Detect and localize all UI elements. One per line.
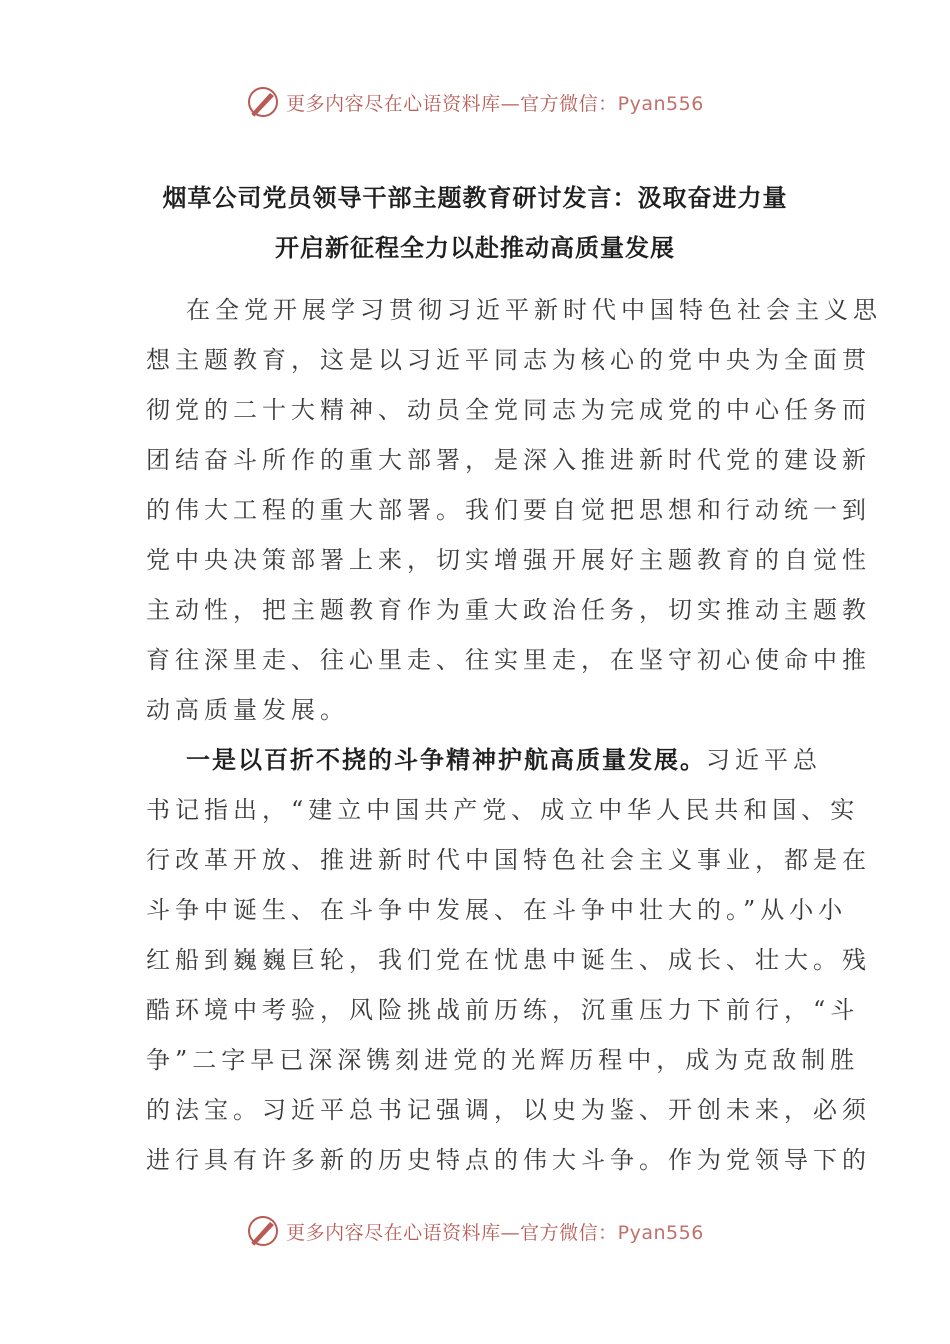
banner-text: 更多内容尽在心语资料库—官方微信：Pyan556 xyxy=(286,92,704,115)
paragraph2-line: 的法宝。习近平总书记强调，以史为鉴、开创未来，必须 xyxy=(146,1096,871,1124)
paragraph1-line: 在全党开展学习贯彻习近平新时代中国特色社会主义思 xyxy=(186,296,882,324)
paragraph1-line: 的伟大工程的重大部署。我们要自觉把思想和行动统一到 xyxy=(146,496,871,524)
paragraph2-line: 红船到巍巍巨轮，我们党在忧患中诞生、成长、壮大。残 xyxy=(146,946,871,974)
paragraph1-line: 彻党的二十大精神、动员全党同志为完成党的中心任务而 xyxy=(146,396,871,424)
paragraph2-line: 进行具有许多新的历史特点的伟大斗争。作为党领导下的 xyxy=(146,1146,871,1174)
paragraph2-line: 行改革开放、推进新时代中国特色社会主义事业，都是在 xyxy=(146,846,871,874)
paragraph1-line: 育往深里走、往心里走、往实里走，在坚守初心使命中推 xyxy=(146,646,871,674)
paragraph2-lead: 一是以百折不挠的斗争精神护航高质量发展。 xyxy=(186,746,706,774)
paragraph1-line: 党中央决策部署上来，切实增强开展好主题教育的自觉性 xyxy=(146,546,871,574)
paragraph1-line: 想主题教育，这是以习近平同志为核心的党中央为全面贯 xyxy=(146,346,871,374)
banner-text: 更多内容尽在心语资料库—官方微信：Pyan556 xyxy=(286,1221,704,1244)
banner-brand: Pyan556 xyxy=(617,92,704,115)
paragraph1-line: 动高质量发展。 xyxy=(146,696,349,724)
paragraph1-line: 主动性，把主题教育作为重大政治任务，切实推动主题教 xyxy=(146,596,871,624)
paragraph2-line: 酷环境中考验，风险挑战前历练，沉重压力下前行，“斗 xyxy=(146,996,860,1024)
header-banner xyxy=(0,82,950,122)
paragraph1-line: 团结奋斗所作的重大部署，是深入推进新时代党的建设新 xyxy=(146,446,871,474)
banner-brand: Pyan556 xyxy=(617,1221,704,1244)
document-title-line2: 开启新征程全力以赴推动高质量发展 xyxy=(275,234,675,262)
paragraph2-line: 争”二字早已深深镌刻进党的光辉历程中，成为克敌制胜 xyxy=(146,1046,860,1074)
pen-logo-icon xyxy=(246,85,280,119)
paragraph2-first-rest: 习近平总 xyxy=(706,746,822,774)
paragraph2-line: 书记指出，“建立中国共产党、成立中华人民共和国、实 xyxy=(146,796,860,824)
pen-logo-icon xyxy=(246,1214,280,1248)
document-title-line1: 烟草公司党员领导干部主题教育研讨发言：汲取奋进力量 xyxy=(162,184,788,212)
footer-banner xyxy=(0,1211,950,1251)
paragraph2-first-line xyxy=(186,740,822,775)
paragraph2-line: 斗争中诞生、在斗争中发展、在斗争中壮大的。”从小小 xyxy=(146,896,848,924)
